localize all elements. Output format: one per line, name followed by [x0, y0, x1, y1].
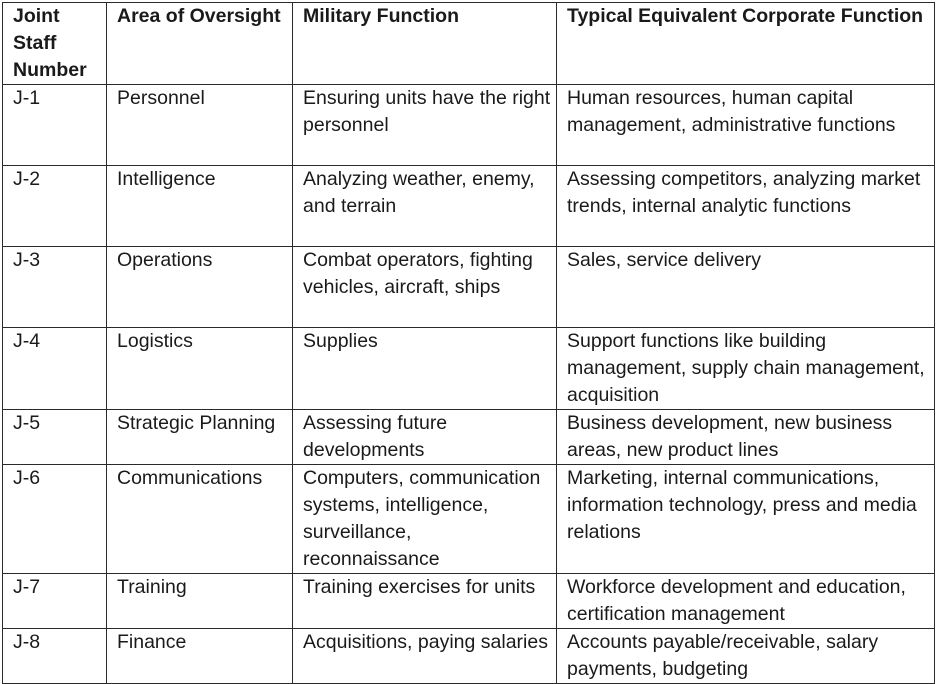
header-joint-staff-number: Joint Staff Number	[3, 3, 107, 85]
area-cell: Finance	[107, 629, 293, 684]
corporate-function-cell: Sales, service delivery	[557, 247, 935, 328]
corporate-function-cell: Assessing competitors, analyzing market trends, internal analytic functions	[557, 166, 935, 247]
table-row	[3, 465, 935, 574]
area-cell: Communications	[107, 465, 293, 574]
table-row	[3, 629, 935, 684]
military-function-cell: Training exercises for units	[293, 574, 557, 629]
staff-number-cell: J-7	[3, 574, 107, 629]
corporate-function-cell: Accounts payable/receivable, salary payments, budgeting	[557, 629, 935, 684]
military-function-cell: Ensuring units have the right personnel	[293, 85, 557, 166]
table-row	[3, 410, 935, 465]
staff-number-cell: J-3	[3, 247, 107, 328]
corporate-function-cell: Business development, new business areas, new product lines	[557, 410, 935, 465]
area-cell: Operations	[107, 247, 293, 328]
military-function-cell: Analyzing weather, enemy, and terrain	[293, 166, 557, 247]
area-cell: Strategic Planning	[107, 410, 293, 465]
header-military-function: Military Function	[293, 3, 557, 85]
staff-number-cell: J-5	[3, 410, 107, 465]
staff-number-cell: J-6	[3, 465, 107, 574]
table-row	[3, 574, 935, 629]
military-function-cell: Computers, communication systems, intelligence, surveillance, reconnaissance	[293, 465, 557, 574]
military-function-cell: Combat operators, fighting vehicles, aircraft, ships	[293, 247, 557, 328]
corporate-function-cell: Marketing, internal communications, information technology, press and media relations	[557, 465, 935, 574]
staff-number-cell: J-8	[3, 629, 107, 684]
staff-number-cell: J-4	[3, 328, 107, 410]
table-row	[3, 328, 935, 410]
area-cell: Training	[107, 574, 293, 629]
corporate-function-cell: Human resources, human capital management, administrative functions	[557, 85, 935, 166]
area-cell: Personnel	[107, 85, 293, 166]
military-function-cell: Acquisitions, paying salaries	[293, 629, 557, 684]
area-cell: Logistics	[107, 328, 293, 410]
staff-number-cell: J-1	[3, 85, 107, 166]
header-corporate-function: Typical Equivalent Corporate Function	[557, 3, 935, 85]
table-row	[3, 85, 935, 166]
corporate-function-cell: Support functions like building management, supply chain management, acquisition	[557, 328, 935, 410]
table-row	[3, 247, 935, 328]
staff-number-cell: J-2	[3, 166, 107, 247]
table-header-row	[3, 3, 935, 85]
joint-staff-table	[2, 2, 935, 684]
area-cell: Intelligence	[107, 166, 293, 247]
military-function-cell: Supplies	[293, 328, 557, 410]
header-area-of-oversight: Area of Oversight	[107, 3, 293, 85]
military-function-cell: Assessing future developments	[293, 410, 557, 465]
corporate-function-cell: Workforce development and education, certification management	[557, 574, 935, 629]
table-row	[3, 166, 935, 247]
